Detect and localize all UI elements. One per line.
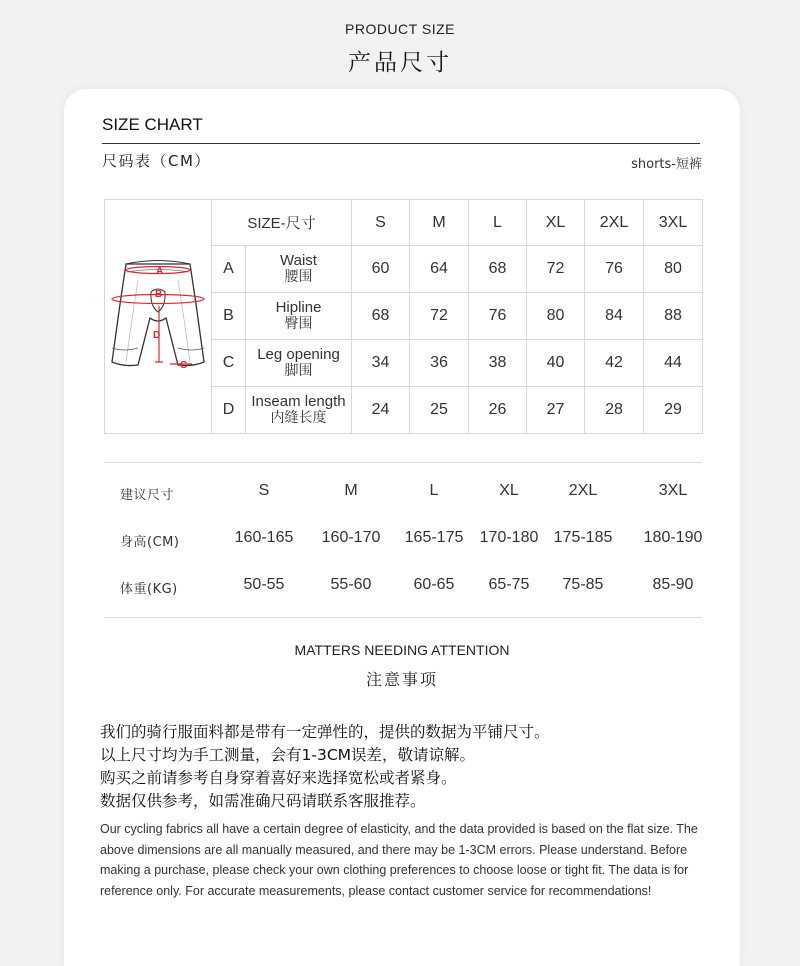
section-divider: [104, 617, 702, 618]
recommended-size-table: [104, 472, 702, 613]
table-cell: 64: [410, 246, 469, 293]
table-cell: 72: [410, 293, 469, 340]
row-code: B: [212, 293, 246, 340]
measurement-name: [246, 246, 352, 293]
table-cell: 170-180: [479, 529, 539, 546]
size-chart-title: SIZE CHART: [102, 115, 203, 134]
row-label: 身高(CM): [120, 535, 180, 550]
table-cell: L: [429, 482, 439, 499]
table-cell: 60: [352, 246, 410, 293]
table-cell: 75-85: [562, 576, 604, 593]
table-cell: 42: [585, 340, 644, 387]
diagram-label-d: D: [153, 330, 161, 341]
table-cell: S: [258, 482, 270, 499]
table-cell: 24: [352, 387, 410, 434]
table-cell: 72: [527, 246, 585, 293]
table-cell: 88: [644, 293, 703, 340]
attention-notes-en: Our cycling fabrics all have a certain degree of elasticity, and the data provided is based on the flat size. The above dimensions are all manually measured, and there may be 1-3CM errors. Please understand. Before making a purchase, please check your own clothing preferences to choose loose or tight fit. The data is for reference only. For accurate measurements, please contact customer service for recommendations!: [100, 822, 698, 898]
category-label: shorts-短裤: [631, 157, 702, 172]
size-header-label: SIZE-尺寸: [212, 200, 352, 246]
size-header-xl: XL: [527, 200, 585, 246]
table-cell: 68: [469, 246, 527, 293]
table-cell: 85-90: [652, 576, 694, 593]
table-cell: 76: [469, 293, 527, 340]
table-cell: 50-55: [243, 576, 285, 593]
table-cell: 55-60: [330, 576, 372, 593]
table-cell: 160-165: [234, 529, 294, 546]
size-card: [64, 89, 740, 966]
size-header-m: M: [410, 200, 469, 246]
table-cell: 175-185: [553, 529, 613, 546]
table-cell: 65-75: [488, 576, 530, 593]
table-cell: 27: [527, 387, 585, 434]
note-line: 我们的骑行服面料都是带有一定弹性的，提供的数据为平铺尺寸。: [100, 723, 550, 741]
note-line: 以上尺寸均为手工测量，会有1-3CM误差，敬请谅解。: [100, 746, 476, 764]
table-cell: 68: [352, 293, 410, 340]
measurement-name-cn: 内缝长度: [270, 410, 327, 426]
size-header-s: S: [352, 200, 410, 246]
measurement-name-cn: 臀围: [284, 316, 313, 332]
row-code: D: [212, 387, 246, 434]
table-cell: 80: [644, 246, 703, 293]
measurement-name-en: Leg opening: [257, 346, 340, 363]
table-cell: 180-190: [643, 529, 703, 546]
note-line: 数据仅供参考，如需准确尺码请联系客服推荐。: [100, 792, 426, 810]
attention-title: MATTERS NEEDING ATTENTION: [294, 642, 510, 658]
attention-notes-cn: [100, 721, 720, 813]
size-header-3xl: 3XL: [644, 200, 703, 246]
table-cell: 26: [469, 387, 527, 434]
size-table: [104, 199, 703, 434]
table-cell: 84: [585, 293, 644, 340]
section-divider: [104, 462, 702, 463]
measurement-name-en: Waist: [280, 252, 317, 269]
measurement-name: [246, 340, 352, 387]
table-cell: 80: [527, 293, 585, 340]
table-row: [104, 566, 702, 613]
table-row: [104, 472, 702, 519]
measurement-name: [246, 293, 352, 340]
table-cell: 40: [527, 340, 585, 387]
table-row: [104, 519, 702, 566]
table-cell: 29: [644, 387, 703, 434]
size-header-l: L: [469, 200, 527, 246]
measurement-name-cn: 脚围: [284, 363, 313, 379]
measurement-name-cn: 腰围: [284, 269, 313, 285]
title-divider: [102, 143, 700, 144]
table-cell: XL: [499, 482, 519, 499]
table-cell: 160-170: [321, 529, 381, 546]
size-chart-subtitle: 尺码表（CM）: [102, 152, 211, 170]
row-code: A: [212, 246, 246, 293]
table-cell: M: [344, 482, 358, 499]
table-cell: 28: [585, 387, 644, 434]
table-cell: 2XL: [568, 482, 598, 499]
row-code: C: [212, 340, 246, 387]
product-size-title: PRODUCT SIZE: [345, 21, 455, 37]
row-label: 建议尺寸: [120, 488, 175, 503]
measurement-name-en: Hipline: [275, 299, 322, 316]
table-cell: 34: [352, 340, 410, 387]
product-size-title-cn: 产品尺寸: [348, 50, 452, 76]
table-cell: 60-65: [413, 576, 455, 593]
table-cell: 38: [469, 340, 527, 387]
table-cell: 25: [410, 387, 469, 434]
measurement-name-en: Inseam length: [251, 393, 346, 410]
measurement-name: [246, 387, 352, 434]
diagram-label-a: A: [156, 266, 164, 277]
table-cell: 36: [410, 340, 469, 387]
note-line: 购买之前请参考自身穿着喜好来选择宽松或者紧身。: [100, 769, 457, 787]
attention-title-cn: 注意事项: [365, 670, 438, 689]
diagram-label-b: B: [155, 289, 163, 300]
row-label: 体重(KG): [120, 582, 178, 597]
shorts-diagram-cell: [105, 200, 212, 434]
shorts-diagram-icon: [108, 248, 208, 380]
table-cell: 165-175: [404, 529, 464, 546]
size-header-2xl: 2XL: [585, 200, 644, 246]
table-cell: 44: [644, 340, 703, 387]
table-cell: 76: [585, 246, 644, 293]
table-cell: 3XL: [658, 482, 688, 499]
diagram-label-c: C: [180, 360, 188, 371]
